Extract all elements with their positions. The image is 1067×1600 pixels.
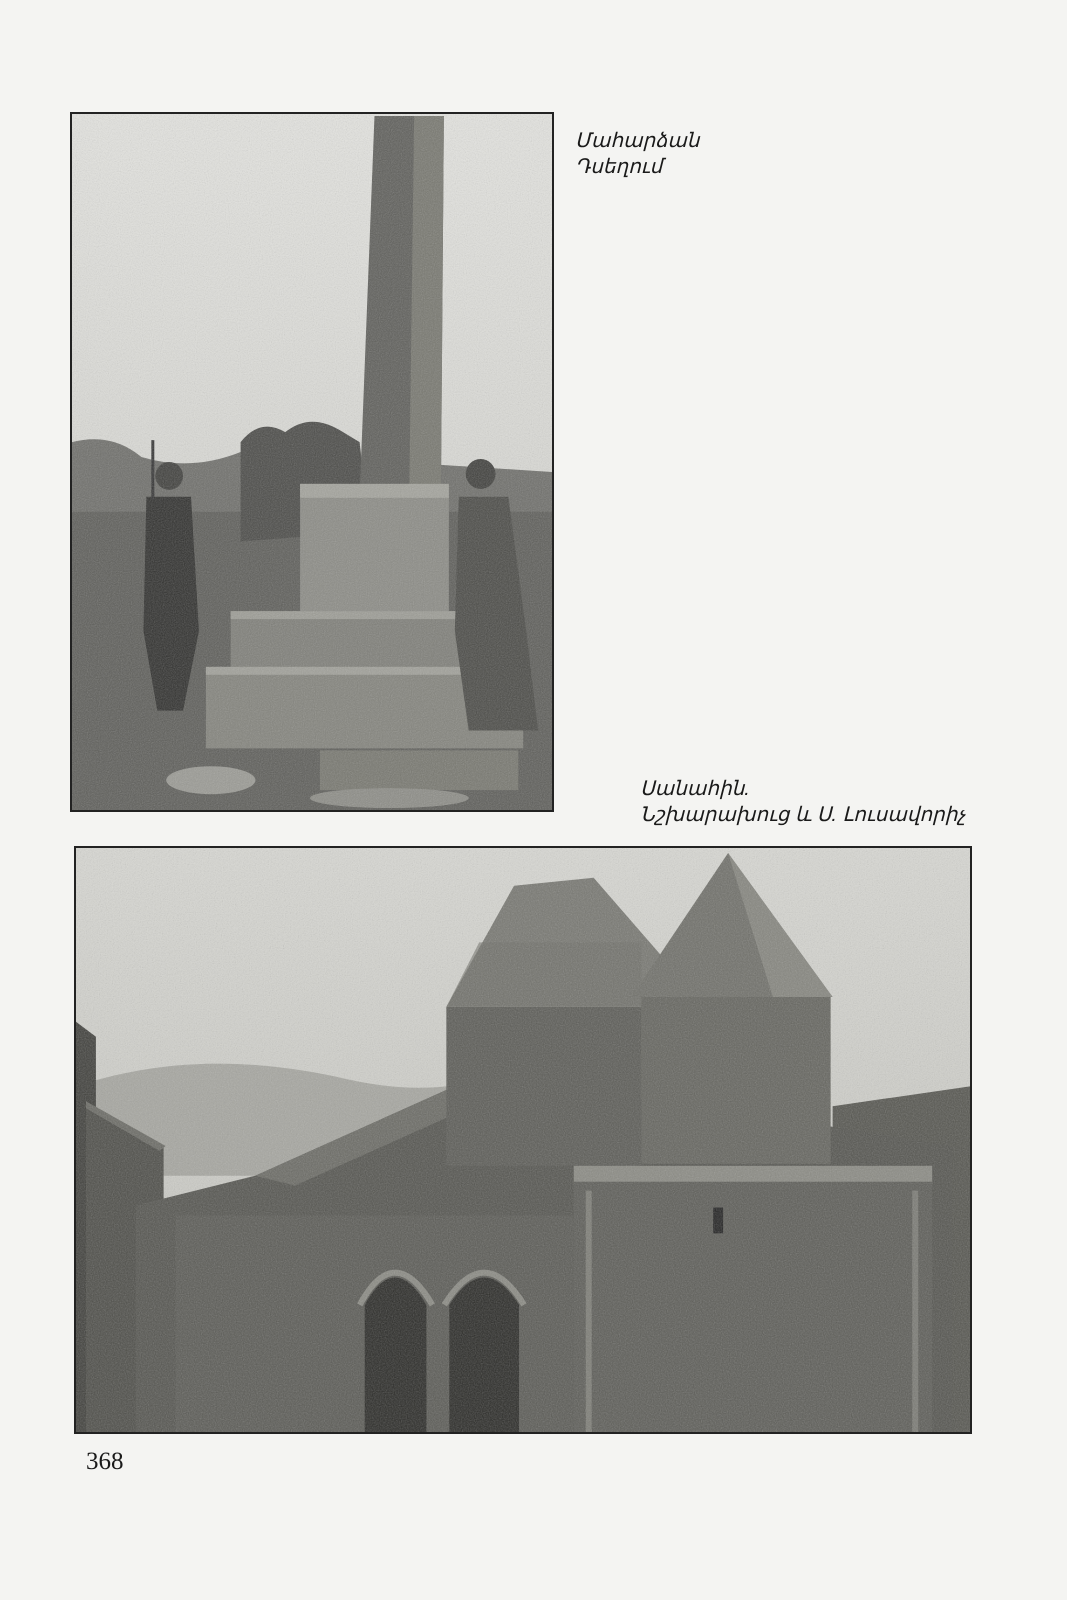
church-caption: [640, 776, 966, 828]
church-caption-line-1: Սանահին.: [640, 778, 750, 800]
monument-caption-line-2: Դսեղում: [575, 156, 663, 178]
page-number: 368: [86, 1448, 124, 1475]
monument-photo: [70, 112, 554, 812]
church-photo: [74, 846, 972, 1434]
monument-photo-graphic: [72, 114, 552, 810]
monument-caption-line-1: Մահարձան: [575, 130, 700, 152]
church-caption-line-2: Նշխարախուց և Ս. Լուսավորիչ: [640, 804, 966, 826]
church-photo-graphic: [76, 848, 970, 1432]
monument-caption: [575, 128, 699, 180]
